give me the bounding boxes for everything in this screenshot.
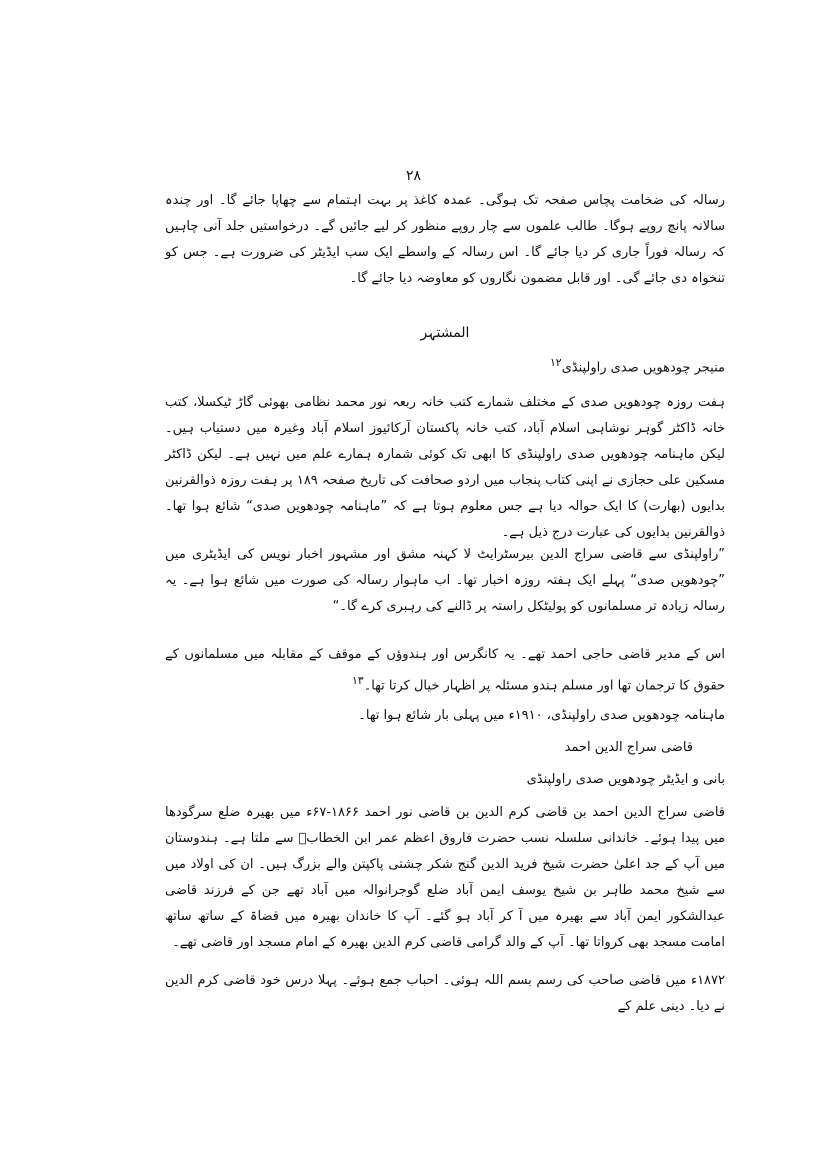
paragraph-subscription: رسالہ کی ضخامت پچاس صفحہ تک ہوگی۔ عمدہ کاغذ پر بہت اہتمام سے چھاپا جائے گا۔ اور چندہ سالانہ پانچ روپے ہوگا۔ طالب علموں سے چار روپے منظور کر لیے جائیں گے۔ درخواستیں جلد آنی چاہیں کہ رسالہ فوراً جاری کر دیا جائے گا۔ اس رسالہ کے واسطے ایک سب ایڈیٹر کی ضرورت ہے۔ جس کو تنخواہ دی جائے گی۔ اور قابل مضمون نگاروں کو معاوضہ دیا جائے گا۔ [165, 193, 725, 286]
heading-role: بانی و ایڈیٹر چودھویں صدی راولپنڈی [526, 772, 725, 787]
paragraph-editor [165, 642, 725, 699]
first-publication-line: ماہنامہ چودھویں صدی راولپنڈی، ۱۹۱۰ء میں پہلی بار شائع ہوا تھا۔ [358, 708, 725, 723]
manager-text: منیجر چودھویں صدی راولپنڈی [561, 360, 725, 376]
heading-name: قاضی سراج الدین احمد [564, 740, 693, 755]
announcer-label: المشتہر [420, 325, 470, 341]
manager-signature [550, 356, 725, 375]
footnote-marker: ۱۳ [351, 674, 364, 687]
page-number: ۲۸ [405, 168, 422, 184]
editor-text: اس کے مدیر قاضی حاجی احمد تھے۔ یہ کانگرس اور ہندوؤں کے موقف کے مقابلہ میں مسلمانوں کے حقوق کا ترجمان تھا اور مسلم ہندو مسئلہ پر اظہار خیال کرتا تھا۔ [165, 647, 725, 694]
paragraph-biography: قاضی سراج الدین احمد بن قاضی کرم الدین بن قاضی نور احمد ۱۸۶۶-۶۷ء میں بھیرہ ضلع سرگودھا میں پیدا ہوئے۔ خاندانی سلسلہ نسب حضرت فاروق اعظم عمر ابن الخطابؓ سے ملتا ہے۔ ہندوستان میں آپ کے جد اعلیٰ حضرت شیخ فرید الدین گنج شکر چشتی پاکپتن والے بزرگ ہیں۔ ان کی اولاد میں سے شیخ محمد طاہر بن شیخ یوسف ایمن آباد ضلع گوجرانوالہ میں آباد تھے جن کے فرزند قاضی عبدالشکور ایمن آباد سے بھیرہ میں آ کر آباد ہو گئے۔ آپ کا خاندان بھیرہ میں قضاۃ کے ساتھ ساتھ امامت مسجد بھی کرواتا تھا۔ آپ کے والد گرامی قاضی کرم الدین بھیرہ کے امام مسجد اور قاضی تھے۔ [165, 805, 725, 950]
paragraph-education: ۱۸۷۲ء میں قاضی صاحب کی رسم بسم اللہ ہوئی۔ احباب جمع ہوئے۔ پہلا درس خود قاضی کرم الدین نے دیا۔ دینی علم کے [165, 973, 725, 1014]
footnote-marker: ۱۲ [549, 356, 562, 369]
paragraph-availability: ہفت روزہ چودھویں صدی کے مختلف شمارے کتب خانہ ربعہ نور محمد نظامی بھوئی گاڑ ٹیکسلا، کتب خانہ ڈاکٹر گوہر نوشاہی اسلام آباد، کتب خانہ پاکستان آرکائیوز اسلام آباد وغیرہ میں دستیاب ہیں۔ لیکن ماہنامہ چودھویں صدی راولپنڈی کا ابھی تک کوئی شمارہ ہمارے علم میں نہیں ہے۔ لیکن ڈاکٹر مسکین علی حجازی نے اپنی کتاب پنجاب میں اردو صحافت کی تاریخ صفحہ ۱۸۹ پر ہفت روزہ ذوالقرنین بدایوں (بھارت) کا ایک حوالہ دیا ہے جس معلوم ہوتا ہے کہ ”ماہنامہ چودھویں صدی“ شائع ہوا تھا۔ ذوالقرنین بدایوں کی عبارت درج ذیل ہے۔ [165, 395, 725, 540]
paragraph-quote: ”راولپنڈی سے قاضی سراج الدین بیرسٹرایٹ لا کہنہ مشق اور مشہور اخبار نویس کی ایڈیٹری میں ”چودھویں صدی“ پہلے ایک ہفتہ روزہ اخبار تھا۔ اب ماہوار رسالہ کی صورت میں شائع ہوا ہے۔ یہ رسالہ زیادہ تر مسلمانوں کو پولیٹکل راستہ پر ڈالنے کی رہبری کرے گا۔“ [165, 547, 725, 614]
